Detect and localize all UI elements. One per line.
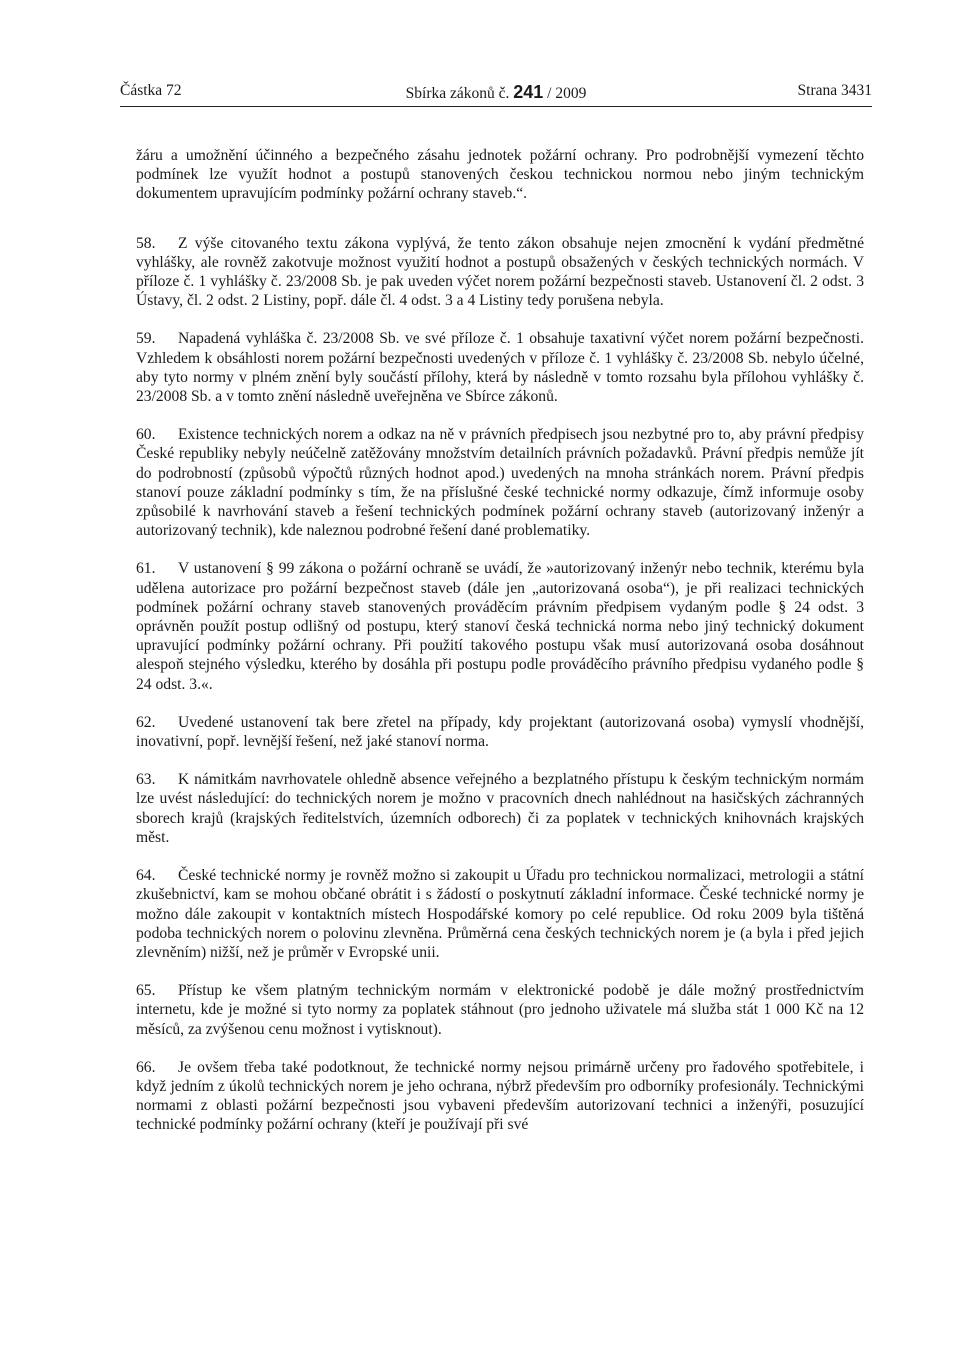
paragraph-58 xyxy=(136,234,864,311)
law-number: 241 xyxy=(513,82,544,102)
paragraph-text: Přístup ke všem platným technickým normám v elektronické podobě je dále možný prostřednictvím internetu, kde je možné si tyto normy za poplatek stáhnout (pro jednoho uživatele má služba stát 1 000 Kč na 12 měsíců, za zvýšenou cenu možnost i vytisknout). xyxy=(136,982,864,1038)
page-number: Strana 3431 xyxy=(797,82,872,99)
collection-year: / 2009 xyxy=(547,85,587,102)
paragraph-62 xyxy=(136,713,864,751)
paragraph-61 xyxy=(136,559,864,693)
paragraph-66 xyxy=(136,1058,864,1135)
paragraph-number: 60. xyxy=(136,426,156,444)
paragraph-63 xyxy=(136,770,864,847)
paragraph-text: Napadená vyhláška č. 23/2008 Sb. ve své příloze č. 1 obsahuje taxativní výčet norem požární bezpečnosti. Vzhledem k obsáhlosti norem požární bezpečnosti uvedených v příloze č. 1 vyhlášky č. 23/2008 Sb. nebylo účelné, aby tyto normy v plném znění byly součástí přílohy, která by následně v tomto rozsahu byla přílohou vyhlášky č. 23/2008 Sb. a v tomto znění následně uveřejněna ve Sbírce zákonů. xyxy=(136,330,864,406)
paragraph-number: 58. xyxy=(136,234,156,252)
paragraph-number: 64. xyxy=(136,867,156,885)
issue-part: Částka 72 xyxy=(120,82,182,99)
paragraph-continuation xyxy=(136,146,864,204)
paragraph-number: 63. xyxy=(136,771,156,789)
paragraph-text: Je ovšem třeba také podotknout, že technické normy nejsou primárně určeny pro řadového spotřebitele, i když jedním z úkolů technických norem je jeho ochrana, nýbrž především pro odborníky profesionály. Technickými normami z oblasti požární bezpečnosti jsou vybaveni především autorizovaní technici a inženýři, posuzující technické podmínky požární ochrany (kteří je používají při své xyxy=(136,1058,864,1134)
paragraph-text: V ustanovení § 99 zákona o požární ochraně se uvádí, že »autorizovaný inženýr nebo technik, kterému byla udělena autorizace pro požární bezpečnost staveb (dále jen „autorizovaná osoba“), je při realizaci technických podmínek požární ochrany staveb stanovených prováděcím právním předpisem vydaným podle § 24 odst. 3 oprávněn použít postup odlišný od postupu, který stanoví česká technická norma nebo jiný technický dokument upravující podmínky požární ochrany. Při použití takového postupu však musí autorizovaná osoba dosáhnout alespoň stejného výsledku, kterého by dosáhla při postupu podle prováděcího právního předpisu vydaného podle § 24 odst. 3.«. xyxy=(136,560,864,693)
page-header xyxy=(120,78,872,107)
paragraph-number: 62. xyxy=(136,713,156,731)
paragraph-text: Existence technických norem a odkaz na ně v právních předpisech jsou nezbytné pro to, aby právní předpisy České republiky nebyly neúčelně zatěžovány množstvím detailních právních požadavků. Právní předpis nemůže jít do podrobností (způsobů výpočtů různých hodnot apod.) uvedených na mnoha stránkách norem. Právní předpis stanoví pouze základní podmínky s tím, že na příslušné české technické normy odkazuje, čímž informuje osoby způsobilé k navrhování staveb a řešení technických podmínek požární ochrany staveb (autorizovaný inženýr a autorizovaný technik), kde naleznou podrobné řešení dané problematiky. xyxy=(136,426,864,540)
paragraph-text: K námitkám navrhovatele ohledně absence veřejného a bezplatného přístupu k českým technickým normám lze uvést následující: do technických norem je možno v pracovních dnech nahlédnout na hasičských záchranných sborech krajů (krajských ředitelstvích, územních odborech) či za poplatek v technických knihovnách krajských měst. xyxy=(136,771,864,846)
paragraph-text: žáru a umožnění účinného a bezpečného zásahu jednotek požární ochrany. Pro podrobnější vymezení těchto podmínek lze využít hodnot a postupů stanovených českou technickou normou nebo jiným technickým dokumentem upravujícím podmínky požární ochrany staveb.“. xyxy=(136,147,864,203)
paragraph-64 xyxy=(136,866,864,962)
paragraph-text: Z výše citovaného textu zákona vyplývá, že tento zákon obsahuje nejen zmocnění k vydání předmětné vyhlášky, ale rovněž zakotvuje možnost využití hodnot a postupů obsažených v českých technických normách. V příloze č. 1 vyhlášky č. 23/2008 Sb. je pak uveden výčet norem požární bezpečnosti staveb. Ustanovení čl. 2 odst. 3 Ústavy, čl. 2 odst. 2 Listiny, popř. dále čl. 4 odst. 3 a 4 Listiny tedy porušena nebyla. xyxy=(136,234,864,310)
paragraph-number: 65. xyxy=(136,982,156,1000)
paragraph-65 xyxy=(136,981,864,1039)
document-body xyxy=(136,146,864,1154)
paragraph-number: 59. xyxy=(136,330,156,348)
collection-prefix: Sbírka zákonů č. xyxy=(405,85,510,102)
paragraph-text: Uvedené ustanovení tak bere zřetel na případy, kdy projektant (autorizovaná osoba) vymyslí vhodnější, inovativní, popř. levnější řešení, než jaké stanoví norma. xyxy=(136,713,864,751)
paragraph-59 xyxy=(136,329,864,406)
paragraph-60 xyxy=(136,425,864,540)
collection-title xyxy=(120,82,872,103)
paragraph-number: 61. xyxy=(136,560,156,578)
paragraph-number: 66. xyxy=(136,1058,156,1076)
paragraph-text: České technické normy je rovněž možno si zakoupit u Úřadu pro technickou normalizaci, metrologii a státní zkušebnictví, kam se mohou občané obrátit i s žádostí o poskytnutí základní informace. České technické normy je možno dále zakoupit v kontaktních místech Hospodářské komory po celé republice. Od roku 2009 byla tištěná podoba technických norem o polovinu zlevněna. Průměrná cena českých technických norem je (a byla i před jejich zlevněním) nižší, než je průměr v Evropské unii. xyxy=(136,867,864,961)
